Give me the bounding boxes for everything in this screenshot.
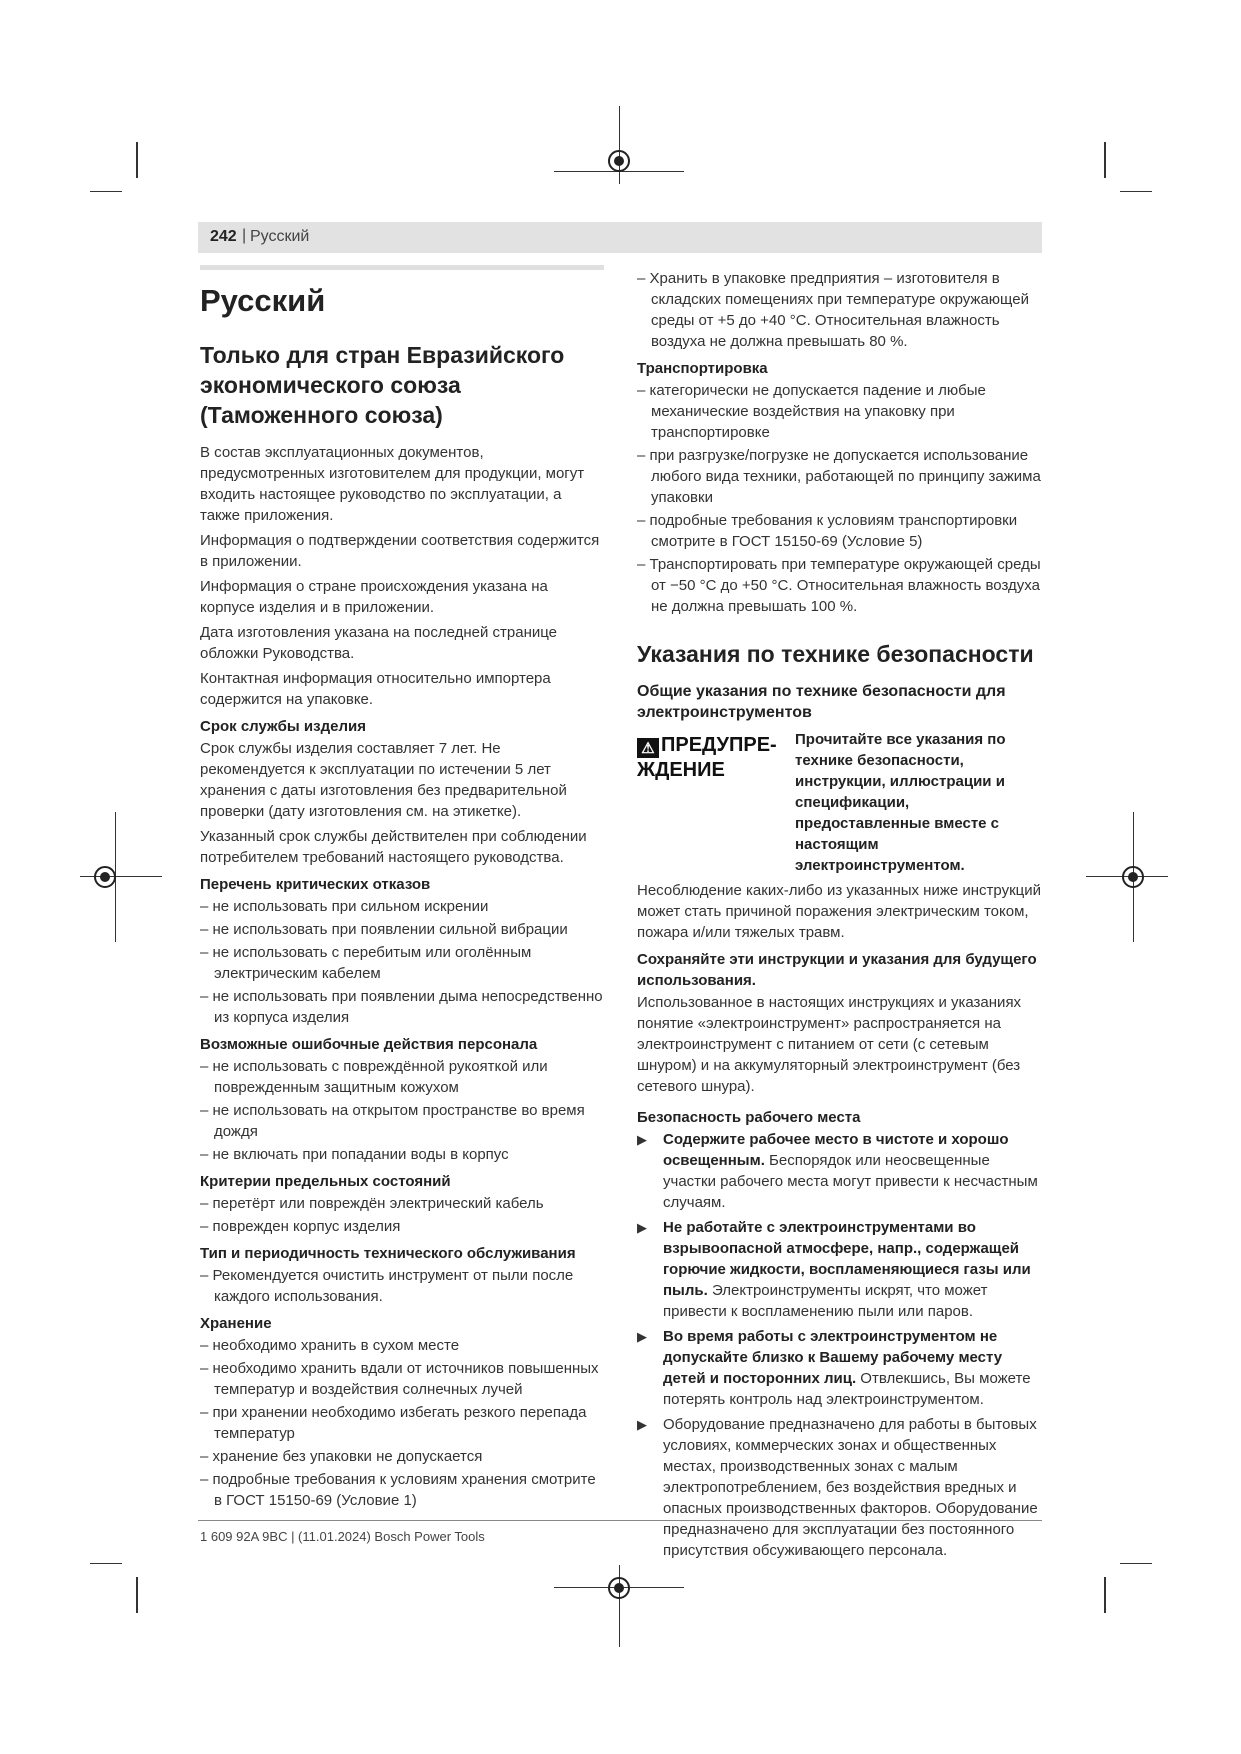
warning-bold-text: Прочитайте все указания по технике безопасности, инструкции, иллюстрации и спецификации, предоставленные вместе с настоящим электроинструментом. [795, 731, 1006, 874]
list-item: – не использовать при сильном искрении [200, 896, 604, 917]
workplace-safety-list [637, 1129, 1045, 1561]
registration-target-icon [608, 1577, 630, 1599]
triangle-bullet-icon: ▶ [637, 1132, 647, 1147]
list-item: – категорически не допускается падение и любые механические воздействия на упаковку при транспортировке [637, 380, 1045, 443]
crop-mark [1120, 1563, 1152, 1564]
list-item: ▶ Не работайте с электроинструментами во взрывоопасной атмосфере, напр., содержащей горючие жидкости, воспламеняющиеся газы или пыль. Электроинструменты искрят, что может привести к воспламенению пыли или паров. [637, 1219, 1031, 1320]
transport-list [637, 380, 1045, 617]
registration-target-icon [94, 866, 116, 888]
errors-list [200, 1056, 604, 1165]
list-item: – Рекомендуется очистить инструмент от пыли после каждого использования. [200, 1265, 604, 1307]
triangle-bullet-icon: ▶ [637, 1417, 647, 1432]
storage-heading: Хранение [200, 1315, 272, 1332]
list-item: – Транспортировать при температуре окружающей среды от −50 °C до +50 °C. Относительная влажность воздуха не должна превышать 100 %. [637, 554, 1045, 617]
intro-paragraph: Информация о подтверждении соответствия содержится в приложении. [200, 532, 600, 570]
header-language: Русский [250, 228, 310, 245]
right-column [637, 268, 1045, 1565]
storage-list [200, 1335, 604, 1511]
list-item: – подробные требования к условиям транспортировки смотрите в ГОСТ 15150-69 (Условие 5) [637, 510, 1045, 552]
safety-title: Указания по технике безопасности [637, 641, 1034, 667]
storage-continued-list [637, 268, 1045, 352]
header-separator: | [242, 227, 247, 244]
crop-mark [90, 1563, 122, 1564]
transport-heading: Транспортировка [637, 360, 768, 377]
list-item: – необходимо хранить вдали от источников повышенных температур и воздействия солнечных лучей [200, 1358, 604, 1400]
list-item: – при хранении необходимо избегать резкого перепада температур [200, 1402, 604, 1444]
list-item: ▶ Оборудование предназначено для работы в бытовых условиях, коммерческих зонах и общественных местах, производственных зонах с малым электропотреблением, без воздействия вредных и опасных производственных факторов. Оборудование предназначено для эксплуатации без постоянного присутствия обсуживающего персонала. [637, 1416, 1038, 1559]
page-footer: 1 609 92A 9BC | (11.01.2024) Bosch Power Tools [200, 1529, 485, 1544]
service-life-paragraph: Срок службы изделия составляет 7 лет. Не рекомендуется к эксплуатации по истечении 5 лет хранения с даты изготовления без предварительной проверки (дату изготовления см. на этикетке). [200, 740, 567, 820]
crop-mark [1120, 191, 1152, 192]
registration-line [619, 106, 620, 184]
left-column [200, 265, 604, 1513]
section-rule [200, 265, 604, 270]
list-item: – не включать при попадании воды в корпус [200, 1144, 604, 1165]
warning-label [637, 733, 787, 783]
triangle-bullet-icon: ▶ [637, 1220, 647, 1235]
critical-failures-list [200, 896, 604, 1028]
list-item: ▶ Содержите рабочее место в чистоте и хорошо освещенным. Беспорядок или неосвещенные участки рабочего места могут привести к несчастным случаям. [637, 1131, 1038, 1211]
service-life-paragraph: Указанный срок службы действителен при соблюдении потребителем требований настоящего руководства. [200, 828, 587, 866]
warning-label-text: ПРЕДУПРЕ-ЖДЕНИЕ [637, 734, 777, 781]
crop-mark [136, 1577, 138, 1613]
list-item: – Хранить в упаковке предприятия – изготовителя в складских помещениях при температуре окружающей среды от +5 до +40 °C. Относительная влажность воздуха не должна превышать 80 %. [637, 268, 1045, 352]
crop-mark [90, 191, 122, 192]
errors-heading: Возможные ошибочные действия персонала [200, 1036, 538, 1053]
list-item: – не использовать при появлении дыма непосредственно из корпуса изделия [200, 986, 604, 1028]
list-item: – не использовать с повреждённой рукояткой или поврежденным защитным кожухом [200, 1056, 604, 1098]
crop-mark [1104, 1577, 1106, 1613]
maintenance-list [200, 1265, 604, 1307]
term-paragraph: Использованное в настоящих инструкциях и указаниях понятие «электроинструмент» распространяется на электроинструмент с питанием от сети (с сетевым шнуром) и на аккумуляторный электроинструмент (без сетевого шнура). [637, 994, 1022, 1095]
list-item: – не использовать при появлении сильной вибрации [200, 919, 604, 940]
general-safety-title: Общие указания по технике безопасности для электроинструментов [637, 683, 1006, 721]
list-item: – подробные требования к условиям хранения смотрите в ГОСТ 15150-69 (Условие 1) [200, 1469, 604, 1511]
intro-paragraph: Информация о стране происхождения указана на корпусе изделия и в приложении. [200, 578, 548, 616]
maintenance-heading: Тип и периодичность технического обслуживания [200, 1245, 576, 1262]
list-item: – поврежден корпус изделия [200, 1216, 604, 1237]
subtitle: Только для стран Евразийского экономического союза (Таможенного союза) [200, 342, 565, 428]
crop-mark [136, 142, 138, 178]
limits-list [200, 1193, 604, 1237]
list-item: ▶ Во время работы с электроинструментом не допускайте близко к Вашему рабочему месту детей и посторонних лиц. Отвлекшись, Вы можете потерять контроль над электроинструментом. [637, 1328, 1031, 1408]
list-item: – хранение без упаковки не допускается [200, 1446, 604, 1467]
registration-target-icon [608, 150, 630, 172]
list-item: – необходимо хранить в сухом месте [200, 1335, 604, 1356]
warning-block [637, 729, 1045, 876]
registration-line [80, 876, 162, 877]
warning-consequence: Несоблюдение каких-либо из указанных ниже инструкций может стать причиной поражения электрическим током, пожара и/или тяжелых травм. [637, 882, 1041, 941]
list-item: – перетёрт или повреждён электрический кабель [200, 1193, 604, 1214]
list-item: – не использовать на открытом пространстве во время дождя [200, 1100, 604, 1142]
intro-paragraph: Дата изготовления указана на последней странице обложки Руководства. [200, 624, 558, 662]
registration-target-icon [1122, 866, 1144, 888]
critical-failures-heading: Перечень критических отказов [200, 876, 431, 893]
footer-rule [198, 1520, 1042, 1521]
page-number: 242 [210, 228, 237, 245]
intro-paragraph: Контактная информация относительно импортера содержится на упаковке. [200, 670, 551, 708]
triangle-bullet-icon: ▶ [637, 1329, 647, 1344]
service-life-heading: Срок службы изделия [200, 718, 366, 735]
page-title: Русский [200, 283, 326, 318]
limits-heading: Критерии предельных состояний [200, 1173, 451, 1190]
page-header [198, 222, 1042, 253]
workplace-safety-heading: Безопасность рабочего места [637, 1109, 861, 1126]
keep-instructions-heading: Сохраняйте эти инструкции и указания для будущего использования. [637, 951, 1037, 989]
list-item: – не использовать с перебитым или оголённым электрическим кабелем [200, 942, 604, 984]
intro-paragraph: В состав эксплуатационных документов, предусмотренных изготовителем для продукции, могут входить настоящее руководство по эксплуатации, а также приложения. [200, 444, 585, 524]
list-item: – при разгрузке/погрузке не допускается использование любого вида техники, работающей по принципу зажима упаковки [637, 445, 1045, 508]
crop-mark [1104, 142, 1106, 178]
warning-icon: ⚠ [637, 738, 659, 758]
